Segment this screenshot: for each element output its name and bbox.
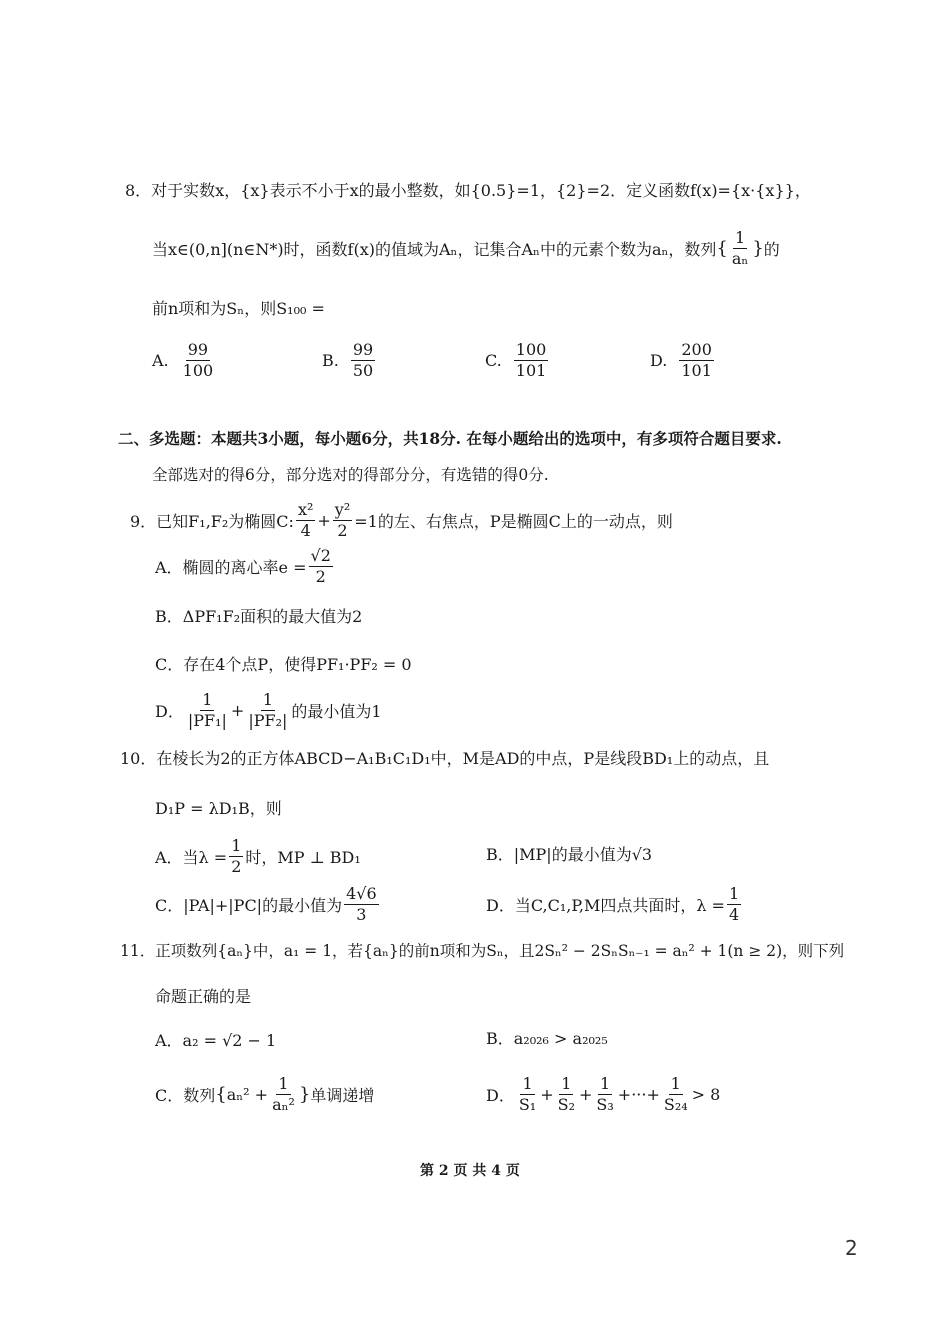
option-label: D. bbox=[650, 351, 668, 370]
q10-stem-line2: D₁P = λD₁B，则 bbox=[155, 799, 282, 818]
brace-right: } bbox=[752, 238, 764, 259]
q9-option-d bbox=[155, 690, 382, 731]
q11-stem-line2: 命题正确的是 bbox=[155, 987, 252, 1006]
q11-option-b: B．a₂₀₂₆ > a₂₀₂₅ bbox=[486, 1029, 608, 1048]
seq-fraction bbox=[270, 1074, 297, 1115]
option-label: A. bbox=[152, 351, 169, 370]
option-text: A．椭圆的离心率e = bbox=[155, 558, 307, 577]
q8-stem-line3: 前n项和为Sₙ，则S₁₀₀ = bbox=[152, 299, 325, 318]
fraction-denominator: S₂ bbox=[557, 1095, 575, 1114]
option-label: B. bbox=[322, 351, 339, 370]
q9-option-a bbox=[155, 546, 335, 587]
option-label: D． bbox=[155, 702, 184, 721]
lambda-fraction bbox=[229, 836, 243, 877]
sum-term-fraction bbox=[594, 1074, 615, 1115]
fraction-denominator: 2 bbox=[337, 521, 348, 540]
q8-stem-line2-text: 当x∈(0,n](n∈N*)时，函数f(x)的值域为Aₙ，记集合Aₙ中的元素个数为aₙ，数列 bbox=[152, 240, 717, 259]
fraction-denominator: S₁ bbox=[518, 1095, 537, 1114]
q9-stem-head: 9．已知F₁,F₂为椭圆C: bbox=[130, 512, 294, 531]
sum-term-fraction bbox=[517, 1074, 538, 1115]
plus-sign: + bbox=[230, 701, 245, 720]
q10-option-c bbox=[155, 884, 381, 925]
plus-sign: + bbox=[317, 511, 331, 530]
page-footer: 第 2 页 共 4 页 bbox=[420, 1163, 520, 1179]
fraction-numerator: 1 bbox=[231, 836, 242, 855]
option-label: D． bbox=[486, 1086, 515, 1105]
section2-header: 二、多选题：本题共3小题，每小题6分，共18分. 在每小题给出的选项中，有多项符合题目要求. bbox=[118, 429, 782, 448]
sum-term-fraction bbox=[556, 1074, 577, 1115]
option-label: C. bbox=[485, 351, 502, 370]
fraction-denominator: 100 bbox=[182, 361, 214, 380]
fraction-numerator: 1 bbox=[735, 228, 746, 247]
plus-sign: + bbox=[579, 1085, 593, 1104]
fraction-denominator: aₙ² bbox=[272, 1095, 295, 1114]
reciprocal-fraction bbox=[186, 690, 229, 731]
plus-sign: + bbox=[540, 1085, 554, 1104]
option-tail: > 8 bbox=[691, 1085, 721, 1104]
fraction-numerator: 1 bbox=[670, 1074, 681, 1093]
fraction-denominator: S₃ bbox=[596, 1095, 614, 1114]
q11-option-c bbox=[155, 1074, 374, 1115]
fraction-denominator: 50 bbox=[352, 361, 374, 380]
fraction-numerator: 200 bbox=[681, 340, 712, 359]
q10-option-b: B．|MP|的最小值为√3 bbox=[486, 845, 653, 864]
option-text: A．当λ = bbox=[155, 848, 228, 867]
q10-stem-line1: 10．在棱长为2的正方体ABCD−A₁B₁C₁D₁中，M是AD的中点，P是线段BD₁上的动点，且 bbox=[120, 749, 770, 768]
fraction-denominator: 101 bbox=[681, 361, 712, 380]
sum-term-fraction bbox=[662, 1074, 690, 1115]
ellipse-term-y bbox=[333, 500, 352, 541]
fraction-denominator: 101 bbox=[515, 361, 547, 380]
option-fraction bbox=[679, 340, 714, 381]
q11-option-a: A．a₂ = √2 − 1 bbox=[155, 1031, 277, 1050]
fraction-denominator: 2 bbox=[315, 567, 326, 586]
fraction-numerator: 1 bbox=[278, 1074, 289, 1093]
q9-stem-tail: =1的左、右焦点，P是椭圆C上的一动点，则 bbox=[354, 512, 673, 531]
q10-option-a bbox=[155, 836, 361, 877]
option-fraction bbox=[351, 340, 375, 381]
fraction-denominator: |PF₂| bbox=[248, 711, 288, 730]
option-text: D．当C,C₁,P,M四点共面时，λ = bbox=[486, 896, 725, 915]
option-tail: 单调递增 bbox=[310, 1086, 375, 1105]
q8-seq-fraction bbox=[730, 228, 750, 269]
fraction-numerator: 4√6 bbox=[346, 884, 377, 903]
reciprocal-fraction bbox=[246, 690, 289, 731]
fraction-numerator: 99 bbox=[352, 340, 374, 359]
fraction-denominator: 3 bbox=[356, 905, 367, 924]
option-tail: 的最小值为1 bbox=[291, 702, 382, 721]
eccentricity-fraction bbox=[309, 546, 333, 587]
q8-option-c bbox=[485, 340, 550, 381]
option-text: C．|PA|+|PC|的最小值为 bbox=[155, 896, 343, 915]
option-text: C．数列 bbox=[155, 1086, 216, 1105]
brace-right: } bbox=[298, 1084, 311, 1105]
seq-term: aₙ² + bbox=[226, 1085, 269, 1104]
q9-option-b: B．ΔPF₁F₂面积的最大值为2 bbox=[155, 607, 363, 626]
fraction-numerator: 1 bbox=[522, 1074, 533, 1093]
fraction-denominator: 4 bbox=[728, 905, 740, 924]
fraction-denominator: 4 bbox=[300, 521, 311, 540]
min-value-fraction bbox=[344, 884, 379, 925]
q10-option-d bbox=[486, 884, 743, 925]
fraction-numerator: 1 bbox=[561, 1074, 572, 1093]
fraction-denominator: S₂₄ bbox=[663, 1095, 688, 1114]
fraction-denominator: aₙ bbox=[731, 249, 749, 268]
q8-option-b bbox=[322, 340, 377, 381]
q8-option-a bbox=[152, 340, 217, 381]
q11-option-d bbox=[486, 1074, 720, 1115]
fraction-numerator: 1 bbox=[728, 884, 740, 903]
q9-option-c: C．存在4个点P，使得PF₁·PF₂ = 0 bbox=[155, 655, 412, 674]
fraction-numerator: 1 bbox=[262, 690, 273, 709]
q8-stem-line2-tail: 的 bbox=[763, 240, 780, 259]
fraction-numerator: 99 bbox=[187, 340, 209, 359]
q8-option-d bbox=[650, 340, 716, 381]
option-fraction bbox=[514, 340, 549, 381]
ellipse-term-x bbox=[296, 500, 315, 541]
fraction-numerator: y² bbox=[334, 500, 351, 519]
brace-left: { bbox=[716, 238, 728, 259]
fraction-denominator: 2 bbox=[231, 857, 242, 876]
fraction-numerator: 1 bbox=[202, 690, 213, 709]
fraction-numerator: 100 bbox=[515, 340, 547, 359]
q11-stem-line1: 11．正项数列{aₙ}中，a₁ = 1，若{aₙ}的前n项和为Sₙ，且2Sₙ² − 2SₙSₙ₋₁ = aₙ² + 1(n ≥ 2)，则下列 bbox=[120, 942, 845, 960]
option-fraction bbox=[181, 340, 216, 381]
fraction-denominator: |PF₁| bbox=[187, 711, 227, 730]
fraction-numerator: 1 bbox=[600, 1074, 611, 1093]
q9-stem bbox=[130, 500, 673, 541]
lambda-fraction bbox=[727, 884, 741, 925]
q8-stem-line2 bbox=[152, 228, 780, 269]
q8-stem-line1: 8．对于实数x，{x}表示不小于x的最小整数，如{0.5}=1，{2}=2．定义函数f(x)={x·{x}}， bbox=[125, 181, 811, 200]
fraction-numerator: √2 bbox=[310, 546, 331, 565]
brace-left: { bbox=[215, 1084, 227, 1105]
ellipsis-plus: +···+ bbox=[617, 1085, 660, 1104]
fraction-numerator: x² bbox=[297, 500, 314, 519]
page-number: 2 bbox=[845, 1236, 858, 1260]
option-tail: 时，MP ⊥ BD₁ bbox=[245, 848, 361, 867]
section2-rules: 全部选对的得6分，部分选对的得部分分，有选错的得0分. bbox=[152, 466, 549, 484]
